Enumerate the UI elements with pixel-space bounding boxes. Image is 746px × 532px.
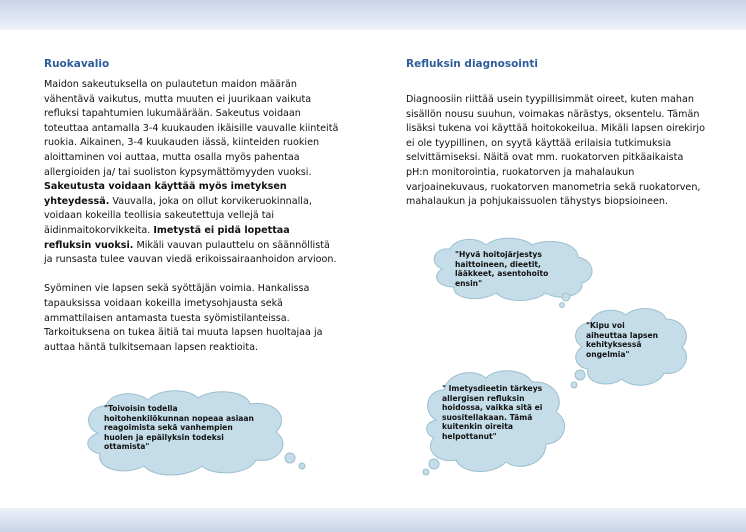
text-segment: Vauvalla, joka on ollut korvikeruokinnalla, voidaan kokeilla teollisia sakeutettuja vellejä tai äidinmaitokorvikkeita. [44,195,312,236]
right-paragraph: Diagnoosiin riittää usein tyypillisimmät oireet, kuten mahan sisällön nousu suuhun, voimakas närästys, oksentelu. Tämän lisäksi tukena voi käyttää hoitokokeilua. Mikäli lapsen oirekirjo ei ole tyypillinen, on syytä käyttää erilaisia tutkimuksia selvittämiseksi. Näitä ovat mm. ruokatorven pitkäaikaista pH:n monitorointia, ruokatorven ja mahalaukun varjoainekuvaus, ruokatorven manometria sekä ruokatorven, mahalaukun ja pohjukaissuolen tähystys biopsioineen. [406,94,705,208]
left-paragraph-2 [44,282,340,355]
quote-text-right-3: " Imetysdieetin tärkeys allergisen refluksin hoidossa, vaikka sitä ei suositellakaan. Tämä kuitenkin oireita helpottanut" [442,384,543,441]
right-heading: Refluksin diagnosointi [406,58,538,70]
right-body [406,93,708,210]
quote-text-left: "Toivoisin todella hoitohenkilökunnan nopeaa asiaan reagoimista sekä vanhempien huolen ja epäilyksin todeksi ottamista" [104,404,254,452]
bold-segment: Imetystä ei pidä lopettaa refluksin vuoksi. [44,224,290,251]
text-segment: Mikäli vauvan pulauttelu on säännöllistä ja runsasta tulee vauvan viedä erikoissairaanhoidon arvioon. [44,239,337,266]
quote-text-right-1: "Hyvä hoitojärjestys haittoineen, dieetit, lääkkeet, asentohoito ensin" [455,250,549,288]
text-segment: Syöminen vie lapsen sekä syöttäjän voimia. Hankalissa tapauksissa voidaan kokeilla imetysohjausta sekä ammattilaisen antamasta tuesta syömistilanteissa. Tarkoituksena on tukea äitiä tai muuta lapsen huoltajaa ja auttaa häntä tulkitsemaan lapsen reaktioita. [44,283,323,353]
text-segment: Maidon sakeutuksella on pulautetun maidon määrän vähentävä vaikutus, mutta muuten ei juurikaan vaikuta refluksi tapahtumien lukumäärään. Sakeutus voidaan toteuttaa antamalla 3-4 kuukauden ikäisille vauvalle kiinteitä ruokia. Aikainen, 3-4 kuukauden iässä, kiinteiden ruokien aloittaminen voi auttaa, mutta osalla myös pahentaa allergioiden ja/ tai suoliston kypsymättömyyden vuoksi. [44,79,339,178]
quote-cloud-right-1 [428,237,596,301]
bottom-band [0,508,746,532]
quote-cloud-left [78,388,298,478]
quote-text-right-2: "Kipu voi aiheuttaa lapsen kehityksessä ongelmia" [586,321,659,359]
quote-cloud-right-3 [422,368,572,476]
top-band [0,0,746,30]
left-heading: Ruokavalio [44,58,110,70]
quote-cloud-right-2 [570,307,690,387]
bold-segment: Sakeutusta voidaan käyttää myös imetyksen yhteydessä. [44,181,287,207]
left-body [44,78,340,355]
left-paragraph-1 [44,78,340,268]
